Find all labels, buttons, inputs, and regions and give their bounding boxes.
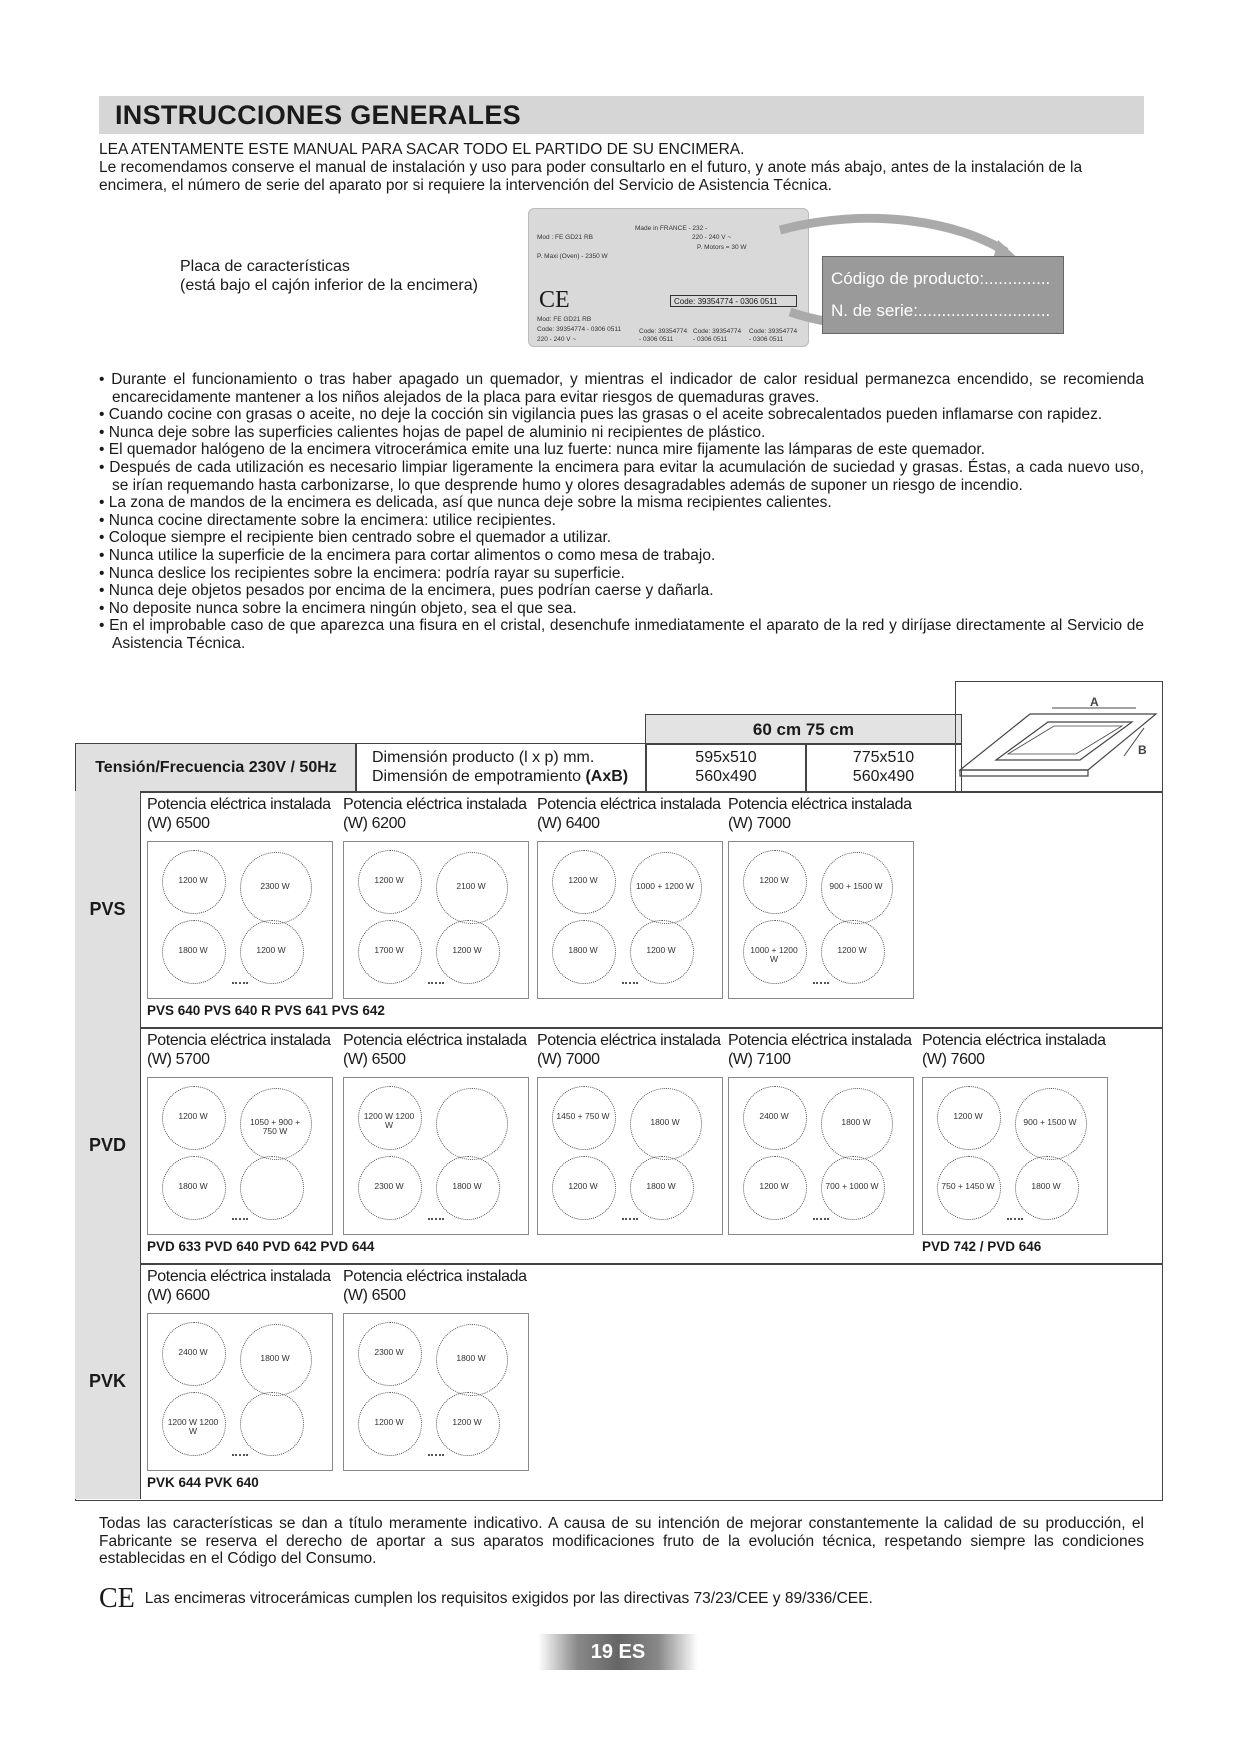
zone-power-label: 1200 W — [953, 1111, 983, 1121]
zone-power-label: 1200 W — [646, 945, 676, 955]
zone-power-label: 1200 W — [568, 875, 598, 885]
bullet-item: • Nunca cocine directamente sobre la encimera: utilice recipientes. — [99, 512, 1144, 530]
power-label-value: (W) 6500 — [343, 1287, 406, 1304]
power-label — [728, 1031, 912, 1069]
hob-diagram — [147, 1077, 333, 1235]
footer-disclaimer: Todas las características se dan a título meramente indicativo. A causa de su intención de mejorar constantemente la calidad de su producción, el Fabricante se reserva el derecho de aportar a sus aparatos modificaciones fruto de la evolución técnica, respetando siempre las condiciones establecidas en el Código del Consumo. — [99, 1515, 1144, 1568]
size-header: 60 cm 75 cm — [645, 714, 962, 745]
zone-power-label: 2300 W — [374, 1181, 404, 1191]
zone-power-label: 1800 W — [841, 1117, 871, 1127]
model-list-right: PVD 742 / PVD 646 — [922, 1239, 1042, 1254]
model-list: PVD 633 PVD 640 PVD 642 PVD 644 — [147, 1239, 375, 1254]
ce-mark: CE — [99, 1583, 135, 1614]
zone-power-label: 900 + 1500 W — [1023, 1117, 1077, 1127]
control-dots — [428, 1454, 444, 1464]
power-label-value: (W) 7600 — [922, 1051, 985, 1068]
zone-power-label: 1800 W — [568, 945, 598, 955]
zone-power-label: 1200 W — [568, 1181, 598, 1191]
hob-diagram — [537, 1077, 723, 1235]
dim-embed-label — [356, 767, 646, 786]
plate-code-line: Code: 39354774 - 0306 0511 — [537, 326, 622, 333]
zone-power-label: 1700 W — [374, 945, 404, 955]
size-60-embed: 560x490 — [695, 768, 757, 785]
hob-diagram — [343, 1313, 529, 1471]
control-dots — [622, 982, 638, 992]
size-60-product: 595x510 — [695, 749, 757, 766]
zone-power-label: 1200 W — [759, 1181, 789, 1191]
dim-embed-axb: (AxB) — [585, 768, 629, 785]
hob-diagram — [147, 841, 333, 999]
plate-voltage: 220 - 240 V ~ — [692, 234, 732, 241]
plate-stub-3b: - 0306 0511 — [749, 336, 784, 343]
zone-power-label: 1800 W — [456, 1353, 486, 1363]
plate-code-box: Code: 39354774 - 0306 0511 — [670, 295, 797, 307]
cooking-zone — [436, 1088, 508, 1160]
power-label — [343, 1031, 527, 1069]
safety-bullet-list — [99, 371, 1144, 653]
intro-text: Le recomendamos conserve el manual de instalación y uso para poder consultarlo en el futuro, y anote más abajo, antes de la instalación de la encimera, el número de serie del aparato por si requiere la intervención del Servicio de Asistencia Técnica. — [99, 159, 1083, 194]
hob-diagram — [728, 1077, 914, 1235]
power-label-title: Potencia eléctrica instalada — [537, 1032, 721, 1049]
size-60-values — [645, 743, 807, 793]
zone-power-label: 2300 W — [374, 1347, 404, 1357]
zone-power-label: 2300 W — [260, 881, 290, 891]
page-number: 19 ES — [538, 1634, 698, 1670]
hob-diagram — [922, 1077, 1108, 1235]
zone-power-label: 2400 W — [178, 1347, 208, 1357]
control-dots — [813, 982, 829, 992]
power-label-title: Potencia eléctrica instalada — [343, 796, 527, 813]
bullet-item: • En el improbable caso de que aparezca una fisura en el cristal, desenchufe inmediatamente el aparato de la red y diríjase directamente al Servicio de Asistencia Técnica. — [99, 617, 1144, 652]
zone-power-label: 1800 W — [260, 1353, 290, 1363]
size-75-embed: 560x490 — [852, 768, 915, 785]
zone-power-label: 1800 W — [1031, 1181, 1061, 1191]
serial-info-box — [822, 256, 1064, 334]
model-list: PVK 644 PVK 640 — [147, 1475, 259, 1490]
control-dots — [622, 1218, 638, 1228]
zone-power-label: 1200 W — [759, 875, 789, 885]
control-dots — [428, 1218, 444, 1228]
zone-power-label: 1000 + 1200 W — [636, 881, 694, 891]
power-label-value: (W) 6200 — [343, 815, 406, 832]
bullet-item: • Nunca deje sobre las superficies calientes hojas de papel de aluminio ni recipientes de plástico. — [99, 424, 1144, 442]
dim-product-label: Dimensión producto (l x p) mm. — [372, 749, 595, 766]
zone-power-label: 1200 W 1200 W — [167, 1417, 219, 1436]
power-label — [537, 795, 721, 833]
power-label — [343, 795, 527, 833]
hob-diagram — [343, 1077, 529, 1235]
bullet-item: • Nunca deslice los recipientes sobre la encimera: podría rayar su superficie. — [99, 565, 1144, 583]
power-label-title: Potencia eléctrica instalada — [343, 1268, 527, 1285]
plate-stub-2a: Code: 39354774 — [693, 328, 742, 335]
zone-power-label: 1800 W — [452, 1181, 482, 1191]
zone-power-label: 1200 W — [374, 875, 404, 885]
power-label — [147, 1267, 331, 1305]
zone-power-label: 1450 + 750 W — [556, 1111, 610, 1121]
bullet-item: • Nunca utilice la superficie de la encimera para cortar alimentos o como mesa de trabajo. — [99, 547, 1144, 565]
bullet-item: • Cuando cocine con grasas o aceite, no deje la cocción sin vigilancia pues las grasas o el aceite sobrecalentados pueden inflamarse con rapidez. — [99, 406, 1144, 424]
control-dots — [813, 1218, 829, 1228]
control-dots — [428, 982, 444, 992]
plate-caption — [180, 257, 478, 295]
zone-power-label: 750 + 1450 W — [941, 1181, 995, 1191]
power-label-title: Potencia eléctrica instalada — [147, 1032, 331, 1049]
control-dots — [232, 1218, 248, 1228]
voltage-frequency-label: Tensión/Frecuencia 230V / 50Hz — [75, 743, 357, 793]
plate-mod2: Mod: FE GD21 RB — [537, 316, 592, 323]
power-label — [147, 1031, 331, 1069]
hob-diagram — [728, 841, 914, 999]
intro-heading: LEA ATENTAMENTE ESTE MANUAL PARA SACAR TODO EL PARTIDO DE SU ENCIMERA. — [99, 141, 745, 158]
dim-b-label: B — [1138, 743, 1147, 757]
zone-power-label: 1200 W — [837, 945, 867, 955]
dim-a-label: A — [1090, 695, 1099, 709]
hob-diagram — [147, 1313, 333, 1471]
power-label-value: (W) 6400 — [537, 815, 600, 832]
cooking-zone — [240, 1156, 304, 1220]
plate-stub-1a: Code: 39354774 — [639, 328, 688, 335]
power-label-value: (W) 6500 — [343, 1051, 406, 1068]
row-label-pvk: PVK — [75, 1263, 141, 1499]
control-dots — [1007, 1218, 1023, 1228]
zone-power-label: 1200 W — [178, 1111, 208, 1121]
bullet-item: • Coloque siempre el recipiente bien centrado sobre el quemador a utilizar. — [99, 529, 1144, 547]
zone-power-label: 2100 W — [456, 881, 486, 891]
power-label — [147, 795, 331, 833]
plate-made-in: Made in FRANCE - 232 - — [635, 225, 708, 232]
control-dots — [232, 982, 248, 992]
bullet-item: • El quemador halógeno de la encimera vitrocerámica emite una luz fuerte: nunca mire fijamente las lámparas de este quemador. — [99, 441, 1144, 459]
zone-power-label: 1800 W — [178, 945, 208, 955]
title-bar — [99, 96, 1144, 134]
zone-power-label: 1800 W — [178, 1181, 208, 1191]
bullet-item: • Nunca deje objetos pesados por encima de la encimera, pues podrían caerse y dañarla. — [99, 582, 1144, 600]
bullet-item: • Después de cada utilización es necesario limpiar ligeramente la encimera para evitar la acumulación de suciedad y grasas. Éstas, a cada nuevo uso, se irían requemando hasta carbonizarse, lo que desprende humo y olores desagradables además de suponer un riesgo de incendio. — [99, 459, 1144, 494]
power-label-value: (W) 7000 — [537, 1051, 600, 1068]
plate-ce-mark: CE — [539, 287, 570, 313]
cutout-diagram — [955, 681, 1163, 793]
power-label — [537, 1031, 721, 1069]
zone-power-label: 1200 W — [452, 945, 482, 955]
hob-diagram — [537, 841, 723, 999]
plate-caption-line1: Placa de características — [180, 258, 350, 275]
plate-stub-2b: - 0306 0511 — [693, 336, 728, 343]
zone-power-label: 1200 W 1200 W — [363, 1111, 415, 1130]
bullet-item: • No deposite nunca sobre la encimera ningún objeto, sea el que sea. — [99, 600, 1144, 618]
zone-power-label: 1200 W — [452, 1417, 482, 1427]
bullet-item: • Durante el funcionamiento o tras haber apagado un quemador, y mientras el indicador de calor residual permanezca encendido, se recomienda encarecidamente mantener a los niños alejados de la placa para evitar riesgos de quemaduras graves. — [99, 371, 1144, 406]
intro-section — [99, 141, 1144, 195]
power-label-value: (W) 7100 — [728, 1051, 791, 1068]
power-label-title: Potencia eléctrica instalada — [922, 1032, 1106, 1049]
cutout-drawing — [956, 682, 1162, 792]
power-label-title: Potencia eléctrica instalada — [147, 796, 331, 813]
dim-embed-text: Dimensión de empotramiento — [372, 768, 586, 785]
plate-p-maxi: P. Maxi (Oven) - 2350 W — [537, 253, 608, 260]
power-label-value: (W) 5700 — [147, 1051, 210, 1068]
zone-power-label: 1000 + 1200 W — [750, 945, 798, 964]
plate-volt-line: 220 - 240 V ~ — [537, 336, 577, 343]
power-label-title: Potencia eléctrica instalada — [728, 796, 912, 813]
zone-power-label: 900 + 1500 W — [829, 881, 883, 891]
power-label — [343, 1267, 527, 1305]
dimension-labels — [355, 743, 647, 793]
power-label-title: Potencia eléctrica instalada — [147, 1268, 331, 1285]
power-label-title: Potencia eléctrica instalada — [343, 1032, 527, 1049]
plate-p-motors: P. Motors = 30 W — [697, 244, 747, 251]
zone-power-label: 1800 W — [650, 1117, 680, 1127]
zone-power-label: 1800 W — [646, 1181, 676, 1191]
row-label-pvs: PVS — [75, 791, 141, 1027]
product-code-label: Código de producto:.............. — [831, 269, 1051, 288]
ce-text: Las encimeras vitrocerámicas cumplen los requisitos exigidos por las directivas 73/23/CEE y 89/336/CEE. — [144, 1590, 873, 1608]
power-label — [922, 1031, 1106, 1069]
plate-mod: Mod : FE GD21 RB — [537, 234, 593, 241]
power-label-title: Potencia eléctrica instalada — [537, 796, 721, 813]
bullet-item: • La zona de mandos de la encimera es delicada, así que nunca deje sobre la misma recipientes calientes. — [99, 494, 1144, 512]
power-label-value: (W) 6500 — [147, 815, 210, 832]
serial-number-label: N. de serie:............................ — [831, 301, 1051, 320]
row-label-pvd: PVD — [75, 1027, 141, 1263]
size-75-product: 775x510 — [852, 749, 915, 766]
cooking-zone — [240, 1392, 304, 1456]
page-title: INSTRUCCIONES GENERALES — [115, 100, 521, 130]
zone-power-label: 1200 W — [256, 945, 286, 955]
plate-stub-3a: Code: 39354774 — [749, 328, 798, 335]
size-75-values — [805, 743, 962, 793]
model-list: PVS 640 PVS 640 R PVS 641 PVS 642 — [147, 1003, 385, 1018]
zone-power-label: 1050 + 900 + 750 W — [249, 1117, 301, 1136]
power-label — [728, 795, 912, 833]
plate-caption-line2: (está bajo el cajón inferior de la encimera) — [180, 277, 478, 294]
power-label-title: Potencia eléctrica instalada — [728, 1032, 912, 1049]
power-label-value: (W) 6600 — [147, 1287, 210, 1304]
ce-compliance — [99, 1583, 873, 1615]
power-label-value: (W) 7000 — [728, 815, 791, 832]
control-dots — [232, 1454, 248, 1464]
hob-diagram — [343, 841, 529, 999]
zone-power-label: 1200 W — [178, 875, 208, 885]
zone-power-label: 2400 W — [759, 1111, 789, 1121]
plate-stub-1b: - 0306 0511 — [639, 336, 674, 343]
zone-power-label: 1200 W — [374, 1417, 404, 1427]
zone-power-label: 700 + 1000 W — [825, 1181, 879, 1191]
